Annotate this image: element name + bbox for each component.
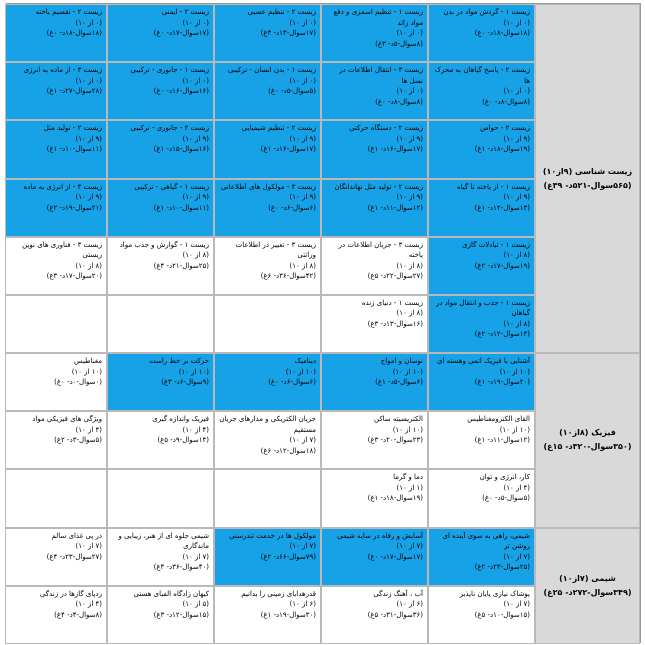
topic-title: زیست ۲ - تنظیم عصبی bbox=[247, 8, 316, 16]
subject-chemistry: شیمی (۷از۱۰)(۳۴۹سوال-۲۷۲د- ۲۵غ) bbox=[535, 528, 640, 644]
topic-title: زیست ۲ - حواس bbox=[480, 124, 530, 133]
topic-stats: (۸سوال-۵د- ۳غ) bbox=[375, 39, 423, 48]
topic-cell bbox=[214, 179, 321, 237]
topic-stats: (۱۲سوال-۱۱د- ۱غ) bbox=[474, 436, 530, 445]
topic-title: فیزیک واندازه گیری bbox=[152, 415, 209, 424]
topic-cell bbox=[107, 237, 214, 295]
topic-stats: (۱۳سوال-۱۲د- ۱غ) bbox=[474, 203, 530, 212]
topic-score: (۹ از ۱۰) bbox=[503, 193, 530, 202]
topic-cell bbox=[428, 4, 535, 62]
topic-cell bbox=[321, 353, 428, 411]
topic-title: زیست ۲ - تنظیم شیمیایی bbox=[241, 124, 316, 133]
topic-cell bbox=[107, 353, 214, 411]
topic-score: (۱۰ از ۱۰) bbox=[499, 367, 530, 376]
topic-title: زیست ۳ - مولکول های اطلاعاتی bbox=[220, 182, 316, 191]
topic-score: (۹ از ۱۰) bbox=[396, 193, 423, 202]
topic-title: ویژگی های فیزیکی مواد bbox=[32, 415, 102, 424]
topic-title: الکتریسیته ساکن bbox=[374, 415, 423, 424]
topic-cell bbox=[428, 295, 535, 353]
topic-title: آسایش و رفاه در سایه شیمی bbox=[337, 531, 423, 540]
topic-score: (۰ از ۱۰) bbox=[75, 76, 102, 85]
topic-cell bbox=[428, 528, 535, 586]
topic-title: نوسان و امواج bbox=[380, 357, 423, 366]
topic-stats: (۱۸سوال-۱۸د- ۰غ) bbox=[46, 29, 102, 37]
topic-cell bbox=[107, 62, 214, 120]
topic-title: دما و گرما bbox=[393, 473, 423, 482]
topic-score: (۰ از ۱۰) bbox=[503, 87, 530, 96]
topic-stats: (۵سوال-۳د- ۲غ) bbox=[54, 436, 102, 445]
topic-title: مولکول ها در خدمت تندرستی bbox=[229, 531, 316, 540]
topic-title: زیست ۳ - از انرژی به ماده bbox=[23, 182, 102, 191]
topic-score: (۴ از ۱۰) bbox=[75, 600, 102, 609]
topic-cell bbox=[428, 179, 535, 237]
topic-stats: (۶سوال-۵د- ۱غ) bbox=[375, 378, 423, 387]
topic-cell bbox=[5, 353, 107, 411]
topic-cell bbox=[5, 528, 107, 586]
topic-score: (۸ از ۱۰) bbox=[75, 261, 102, 270]
topic-stats: (۱۸سوال-۱۲د- ۶غ) bbox=[260, 446, 316, 455]
topic-cell bbox=[107, 120, 214, 178]
topic-title: قدرهدایای زمینی را بدانیم bbox=[241, 589, 316, 598]
topic-stats: (۲۰سوال-۱۹د- ۱غ) bbox=[474, 378, 530, 387]
topic-score: (۱۰ از ۱۰) bbox=[499, 425, 530, 434]
topic-cell bbox=[428, 469, 535, 527]
topic-score: (۸ از ۱۰) bbox=[182, 251, 209, 260]
topic-score: (۸ از ۱۰) bbox=[503, 319, 530, 328]
topic-cell bbox=[428, 586, 535, 644]
topic-score: (۴ از ۱۰) bbox=[182, 425, 209, 434]
topic-stats: (۸سوال-۸د- ۰غ) bbox=[482, 97, 530, 106]
topic-cell bbox=[321, 586, 428, 644]
topic-title: زیست ۲ - تقسیم یاخته bbox=[35, 8, 102, 16]
topic-title: زیست ۲ - پاسخ گیاهان به محرک ها bbox=[434, 66, 530, 85]
topic-title: در پی غذای سالم bbox=[51, 531, 102, 540]
topic-title: زیست ۱ - دنیای زنده bbox=[361, 298, 423, 307]
topic-cell bbox=[214, 120, 321, 178]
topic-title: زیست ۲ - تولید مثل نهاندانگان bbox=[334, 182, 423, 191]
topic-stats: (۱۷سوال-۱۶د- ۱غ) bbox=[260, 145, 316, 154]
topic-stats: (۳۶سوال-۳۱د- ۵غ) bbox=[367, 610, 423, 619]
topic-stats: (۲۳سوال-۲۰د- ۳غ) bbox=[367, 436, 423, 445]
topic-score: (۸ از ۱۰) bbox=[503, 251, 530, 260]
topic-stats: (۱۶سوال-۱۳د- ۳غ) bbox=[367, 319, 423, 328]
subject-physics: فیزیک (۸از۱۰)(۳۵۰سوال-۳۲۰د- ۱۵غ) bbox=[535, 353, 640, 528]
topic-stats: (۲۵سوال-۲۱د- ۴غ) bbox=[153, 261, 209, 270]
topic-title: زیست ۱ - گیاهی - ترکیبی bbox=[134, 182, 209, 191]
topic-stats: (۵سوال-۵د- ۰غ) bbox=[268, 87, 316, 96]
subject-biology: زیست شناسی (۹از۱۰)(۵۶۵سوال-۵۲۱د- ۳۹غ) bbox=[535, 4, 640, 353]
topic-cell bbox=[428, 237, 535, 295]
topic-score: (۵ از ۱۰) bbox=[182, 600, 209, 609]
topic-stats: (۱۶سوال-۱۶د- ۰غ) bbox=[153, 87, 209, 96]
topic-score: (۹ از ۱۰) bbox=[75, 134, 102, 143]
topic-stats: (۴۲سوال-۳۶د- ۶غ) bbox=[260, 272, 316, 281]
topic-cell bbox=[214, 4, 321, 62]
topic-stats: (۱۴سوال-۱۲د- ۲غ) bbox=[474, 330, 530, 339]
topic-stats: (۸سوال-۸د- ۰غ) bbox=[375, 97, 423, 106]
topic-title: زیست ۱ - تبادلات گازی bbox=[462, 240, 530, 249]
topic-cell bbox=[5, 295, 107, 353]
topic-cell bbox=[321, 411, 428, 469]
topic-score: (۶ از ۱۰) bbox=[289, 600, 316, 609]
topic-title: جریان الکتریکی و مدارهای جریان مستقیم bbox=[219, 415, 316, 434]
topic-cell bbox=[214, 528, 321, 586]
topic-cell bbox=[321, 120, 428, 178]
topic-stats: (۱۶سوال-۱۵د- ۱غ) bbox=[153, 145, 209, 154]
topic-title: کار، انرژی و توان bbox=[479, 473, 530, 482]
topic-stats: (۱۷سوال-۱۷د- ۰غ) bbox=[153, 29, 209, 37]
topic-score: (۷ از ۱۰) bbox=[289, 542, 316, 551]
topic-cell bbox=[214, 411, 321, 469]
topic-cell bbox=[321, 179, 428, 237]
topic-cell bbox=[107, 295, 214, 353]
topic-score: (۹ از ۱۰) bbox=[75, 193, 102, 202]
topic-title: آشنایی با فیزیک اتمی وهسته ای bbox=[437, 357, 530, 366]
topic-stats: (۱۲سوال-۱۱د- ۱غ) bbox=[367, 203, 423, 212]
topic-score: (۰ از ۱۰) bbox=[396, 87, 423, 96]
topic-stats: (۴۰سوال-۳۶د- ۴غ) bbox=[153, 563, 209, 572]
topic-score: (۱۰ از ۱۰) bbox=[392, 367, 423, 376]
topic-score: (۱۰ از ۱۰) bbox=[285, 367, 316, 376]
topic-cell bbox=[321, 295, 428, 353]
topic-title: دینامیک bbox=[294, 357, 316, 366]
topic-title: زیست ۱ - گردش مواد در بدن bbox=[443, 8, 530, 16]
topic-cell bbox=[214, 353, 321, 411]
topic-cell bbox=[5, 237, 107, 295]
topic-cell bbox=[5, 120, 107, 178]
topic-cell bbox=[428, 411, 535, 469]
topic-stats: (۰سوال-۰د- ۰غ) bbox=[54, 378, 102, 387]
topic-cell bbox=[107, 179, 214, 237]
topic-cell bbox=[5, 469, 107, 527]
topic-title: زیست ۲ - جانوری - ترکیبی bbox=[130, 124, 209, 133]
topic-title: زیست ۱ - گوارش و جذب مواد bbox=[119, 240, 209, 249]
topic-score: (۰ از ۱۰) bbox=[289, 18, 316, 27]
topic-stats: (۱۹سوال-۱۷د- ۲غ) bbox=[474, 261, 530, 270]
topic-grid bbox=[6, 3, 641, 643]
topic-score: (۹ از ۱۰) bbox=[396, 134, 423, 143]
topic-title: زیست ۱ - جانوری - ترکیبی bbox=[130, 66, 209, 75]
topic-stats: (۸سوال-۴د- ۴غ) bbox=[54, 610, 102, 619]
topic-score: (۰ از ۱۰) bbox=[289, 76, 316, 85]
topic-stats: (۱۷سوال-۱۳د- ۴غ) bbox=[260, 29, 316, 37]
topic-stats: (۱۵سوال-۱۰د- ۵غ) bbox=[474, 610, 530, 619]
topic-title: شیمی، راهی به سوی آینده ای روشن تر bbox=[442, 531, 530, 551]
topic-stats: (۲۰سوال-۱۷د- ۳غ) bbox=[46, 272, 102, 281]
topic-title: زیست ۲ - دستگاه حرکتی bbox=[349, 124, 423, 133]
topic-cell bbox=[321, 469, 428, 527]
topic-cell bbox=[5, 4, 107, 62]
topic-cell bbox=[428, 62, 535, 120]
topic-stats: (۱۷سوال-۱۷د- ۰غ) bbox=[367, 552, 423, 561]
topic-cell bbox=[214, 295, 321, 353]
topic-cell bbox=[428, 120, 535, 178]
topic-cell bbox=[214, 469, 321, 527]
topic-score: (۹ از ۱۰) bbox=[182, 193, 209, 202]
topic-score: (۶ از ۱۰) bbox=[396, 600, 423, 609]
topic-score: (۰ از ۱۰) bbox=[182, 76, 209, 85]
topic-cell bbox=[321, 62, 428, 120]
topic-score: (۴ از ۱۰) bbox=[503, 483, 530, 492]
topic-stats: (۲۷سوال-۲۲د- ۵غ) bbox=[367, 272, 423, 281]
topic-title: زیست ۲ - ایمنی bbox=[161, 8, 209, 16]
topic-score: (۸ از ۱۰) bbox=[396, 261, 423, 270]
topic-stats: (۱۵سوال-۱۲د- ۳غ) bbox=[153, 610, 209, 619]
topic-score: (۷ از ۱۰) bbox=[503, 600, 530, 609]
topic-stats: (۳۰سوال-۱۹د- ۱غ) bbox=[260, 610, 316, 619]
topic-stats: (۱۱سوال-۱۰د- ۱غ) bbox=[153, 203, 209, 212]
topic-cell bbox=[107, 469, 214, 527]
topic-cell bbox=[214, 62, 321, 120]
topic-cell bbox=[214, 586, 321, 644]
topic-score: (۹ از ۱۰) bbox=[182, 134, 209, 143]
topic-score: (۹ از ۱۰) bbox=[289, 193, 316, 202]
topic-score: (۹ از ۱۰) bbox=[289, 134, 316, 143]
topic-stats: (۱۹سوال-۱۸د- ۱غ) bbox=[367, 494, 423, 503]
topic-stats: (۱۴سوال-۹د- ۵غ) bbox=[157, 436, 209, 445]
topic-score: (۰ از ۱۰) bbox=[75, 18, 102, 27]
topic-title: آب ، آهنگ زندگی bbox=[373, 589, 423, 598]
topic-cell bbox=[107, 411, 214, 469]
topic-score: (۱۰ از ۱۰) bbox=[178, 367, 209, 376]
topic-title: زیست ۳ - از ماده به انرژی bbox=[23, 66, 102, 75]
topic-score: (۷ از ۱۰) bbox=[503, 552, 530, 561]
topic-cell bbox=[5, 586, 107, 644]
topic-stats: (۲۱سوال-۱۹د- ۲غ) bbox=[46, 203, 102, 212]
topic-cell bbox=[107, 528, 214, 586]
topic-score: (۷ از ۱۰) bbox=[75, 542, 102, 551]
topic-score: (۰ از ۱۰) bbox=[503, 18, 530, 27]
topic-stats: (۱۹سوال-۱۸د- ۱غ) bbox=[474, 145, 530, 154]
topic-title: زیست ۱ - جذب و انتقال مواد در گیاهان bbox=[436, 298, 530, 318]
topic-stats: (۷۹سوال-۶۶د- ۲غ) bbox=[260, 552, 316, 561]
topic-score: (۱۰ از ۱۰) bbox=[71, 367, 102, 376]
topic-score: (۷ از ۱۰) bbox=[396, 542, 423, 551]
topic-score: (۹ از ۱۰) bbox=[503, 134, 530, 143]
topic-score: (۴ از ۱۰) bbox=[75, 425, 102, 434]
topic-stats: (۱۱سوال-۱۰د- ۱غ) bbox=[46, 145, 102, 154]
topic-title: پوشاک نیازی پایان ناپذیر bbox=[459, 589, 530, 598]
topic-title: شیمی جلوه ای از هنر، زیبایی و ماندگاری bbox=[118, 531, 209, 551]
topic-score: (۰ از ۱۰) bbox=[396, 29, 423, 37]
topic-score: (۷ از ۱۰) bbox=[289, 436, 316, 445]
topic-title: زیست ۳ - فناوری های نوین زیستی bbox=[22, 240, 102, 260]
topic-title: زیست ۱ - بدن انسان - ترکیبی bbox=[228, 66, 316, 75]
topic-stats: (۲۸سوال-۲۷د- ۱غ) bbox=[46, 87, 102, 96]
topic-score: (۷ از ۱۰) bbox=[182, 552, 209, 561]
topic-cell bbox=[5, 62, 107, 120]
topic-title: زیست ۲ - تولید مثل bbox=[43, 124, 102, 133]
topic-score: (۱۰ از ۱۰) bbox=[392, 425, 423, 434]
topic-stats: (۹سوال-۶د- ۳غ) bbox=[161, 378, 209, 387]
topic-title: ردپای گازها در زندگی bbox=[39, 589, 102, 598]
topic-title: زیست ۳ - تغییر در اطلاعات وراثتی bbox=[235, 240, 316, 260]
topic-score: (۸ از ۱۰) bbox=[289, 261, 316, 270]
topic-cell bbox=[5, 179, 107, 237]
topic-title: حرکت بر خط راست bbox=[149, 357, 209, 366]
topic-stats: (۶سوال-۶د- ۰غ) bbox=[268, 203, 316, 212]
topic-title: زیست ۱ - تنظیم اسمزی و دفع مواد زائد bbox=[333, 8, 423, 27]
topic-stats: (۶سوال-۶د- ۰غ) bbox=[268, 378, 316, 387]
topic-title: زیست ۱ - از یاخته تا گیاه bbox=[456, 182, 530, 191]
topic-cell bbox=[321, 237, 428, 295]
topic-stats: (۱۷سوال-۱۶د- ۱غ) bbox=[367, 145, 423, 154]
topic-cell bbox=[214, 237, 321, 295]
topic-title: القای الکترومغناطیس bbox=[467, 415, 530, 424]
topic-score: (۱ از ۱۰) bbox=[396, 483, 423, 492]
topic-stats: (۱۸سوال-۱۸د- ۰غ) bbox=[474, 29, 530, 37]
topic-title: مغناطیس bbox=[74, 357, 102, 366]
topic-cell bbox=[107, 4, 214, 62]
topic-stats: (۲۵سوال-۲۳د- ۲غ) bbox=[474, 563, 530, 572]
topic-cell bbox=[428, 353, 535, 411]
topic-cell bbox=[107, 586, 214, 644]
topic-title: زیست ۳ - انتقال اطلاعات در نسل ها bbox=[339, 66, 423, 85]
topic-stats: (۵سوال-۵د- ۰غ) bbox=[482, 494, 530, 503]
topic-cell bbox=[321, 528, 428, 586]
topic-stats: (۲۷سوال-۲۳د- ۴غ) bbox=[46, 552, 102, 561]
topic-score: (۸ از ۱۰) bbox=[396, 309, 423, 318]
topic-title: زیست ۳ - جریان اطلاعات در یاخته bbox=[338, 240, 423, 260]
topic-score: (۰ از ۱۰) bbox=[182, 18, 209, 27]
topic-title: کیهان زادگاه الفبای هستی bbox=[133, 589, 209, 598]
topic-cell bbox=[5, 411, 107, 469]
topic-cell bbox=[321, 4, 428, 62]
